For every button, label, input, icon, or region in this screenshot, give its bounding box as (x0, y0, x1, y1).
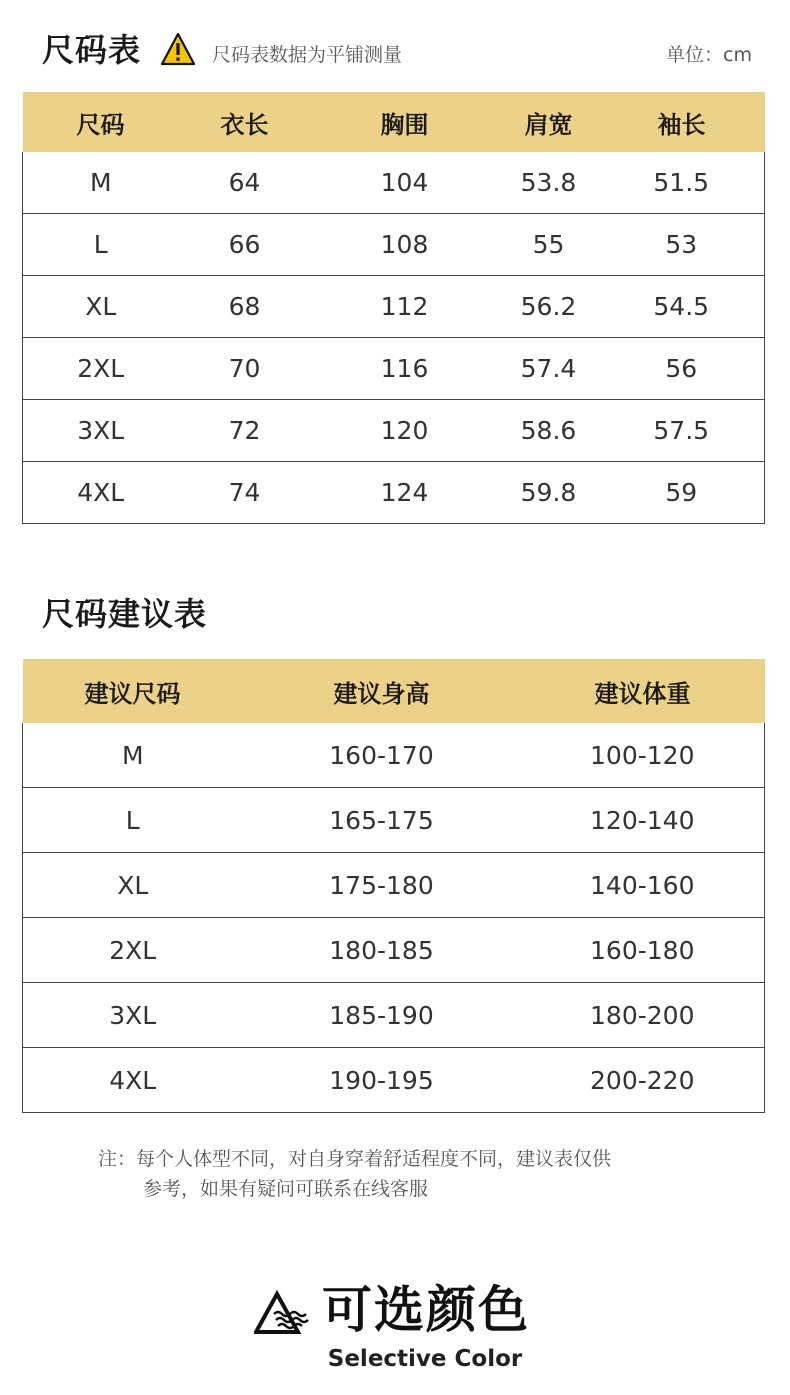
table-header-row (23, 659, 765, 723)
colors-subtitle: Selective Color (327, 1346, 523, 1372)
column-header: 衣长 (179, 92, 311, 152)
table-cell: 53 (599, 214, 765, 276)
table-cell: 112 (311, 276, 499, 338)
recommend-chart-title: 尺码建议表 (42, 595, 208, 633)
table-row (23, 853, 765, 918)
size-table (22, 92, 765, 524)
table-row (23, 723, 765, 788)
selective-color-heading (0, 1278, 790, 1388)
table-cell: 180-200 (521, 983, 765, 1048)
table-cell: 2XL (23, 918, 243, 983)
unit-label: 单位：cm (666, 44, 752, 66)
table-cell: 104 (380, 168, 429, 197)
table-cell: M (89, 168, 112, 197)
table-row (23, 983, 765, 1048)
table-cell: 160-170 (329, 740, 434, 770)
table-cell: 185-190 (243, 983, 521, 1048)
table-cell: 68 (179, 276, 311, 338)
table-cell: 200-220 (521, 1048, 765, 1113)
table-cell: 2XL (23, 338, 179, 400)
table-cell: XL (23, 853, 243, 918)
table-cell: 175-180 (243, 853, 521, 918)
table-cell: 116 (311, 338, 499, 400)
table-row (23, 152, 765, 214)
table-cell: 120-140 (521, 788, 765, 853)
table-cell: 4XL (23, 1048, 243, 1113)
table-cell: 120 (311, 400, 499, 462)
table-row (23, 788, 765, 853)
table-cell: 180-185 (243, 918, 521, 983)
table-cell: 66 (179, 214, 311, 276)
table-cell: 55 (499, 214, 599, 276)
column-header: 尺码 (23, 92, 179, 152)
table-row (23, 276, 765, 338)
footnote-line: 注：每个人体型不同，对自身穿着舒适程度不同，建议表仅供 (98, 1148, 612, 1170)
recommend-table (22, 659, 765, 1113)
table-cell: 59.8 (499, 462, 599, 524)
table-cell: 140-160 (521, 853, 765, 918)
footnote-line: 参考，如果有疑问可联系在线客服 (143, 1178, 429, 1200)
table-cell: 3XL (23, 983, 243, 1048)
table-cell: 58.6 (499, 400, 599, 462)
column-header: 建议尺码 (23, 659, 243, 723)
table-header-row (23, 92, 765, 152)
colors-title: 可选颜色 (322, 1281, 530, 1339)
table-row (23, 214, 765, 276)
table-row (23, 1048, 765, 1113)
table-cell: 53.8 (520, 168, 577, 197)
table-cell: 74 (179, 462, 311, 524)
table-cell: 57.4 (499, 338, 599, 400)
table-cell: 190-195 (243, 1048, 521, 1113)
table-row (23, 338, 765, 400)
table-row (23, 462, 765, 524)
column-header: 胸围 (311, 92, 499, 152)
table-cell: 124 (311, 462, 499, 524)
table-cell: 108 (311, 214, 499, 276)
table-cell: 70 (179, 338, 311, 400)
table-cell: 165-175 (243, 788, 521, 853)
table-cell: 100-120 (590, 740, 695, 770)
table-cell: 3XL (23, 400, 179, 462)
table-cell: 72 (179, 400, 311, 462)
table-cell: 56.2 (499, 276, 599, 338)
table-cell: 4XL (23, 462, 179, 524)
table-cell: L (23, 788, 243, 853)
table-cell: 57.5 (599, 400, 765, 462)
column-header: 袖长 (599, 92, 765, 152)
column-header: 建议身高 (243, 659, 521, 723)
table-cell: 56 (599, 338, 765, 400)
table-cell: XL (23, 276, 179, 338)
table-cell: 160-180 (521, 918, 765, 983)
table-cell: 59 (599, 462, 765, 524)
size-chart-note: 尺码表数据为平铺测量 (212, 44, 403, 66)
table-cell: M (121, 740, 144, 770)
color-wave-icon (254, 1290, 312, 1336)
table-row (23, 918, 765, 983)
size-chart-title: 尺码表 (42, 31, 142, 69)
footnote (98, 1144, 718, 1204)
table-cell: L (23, 214, 179, 276)
warning-icon (160, 32, 196, 66)
column-header: 肩宽 (499, 92, 599, 152)
column-header: 建议体重 (521, 659, 765, 723)
table-cell: 54.5 (599, 276, 765, 338)
table-cell: 51.5 (653, 168, 710, 197)
table-row (23, 400, 765, 462)
table-cell: 64 (228, 168, 261, 197)
